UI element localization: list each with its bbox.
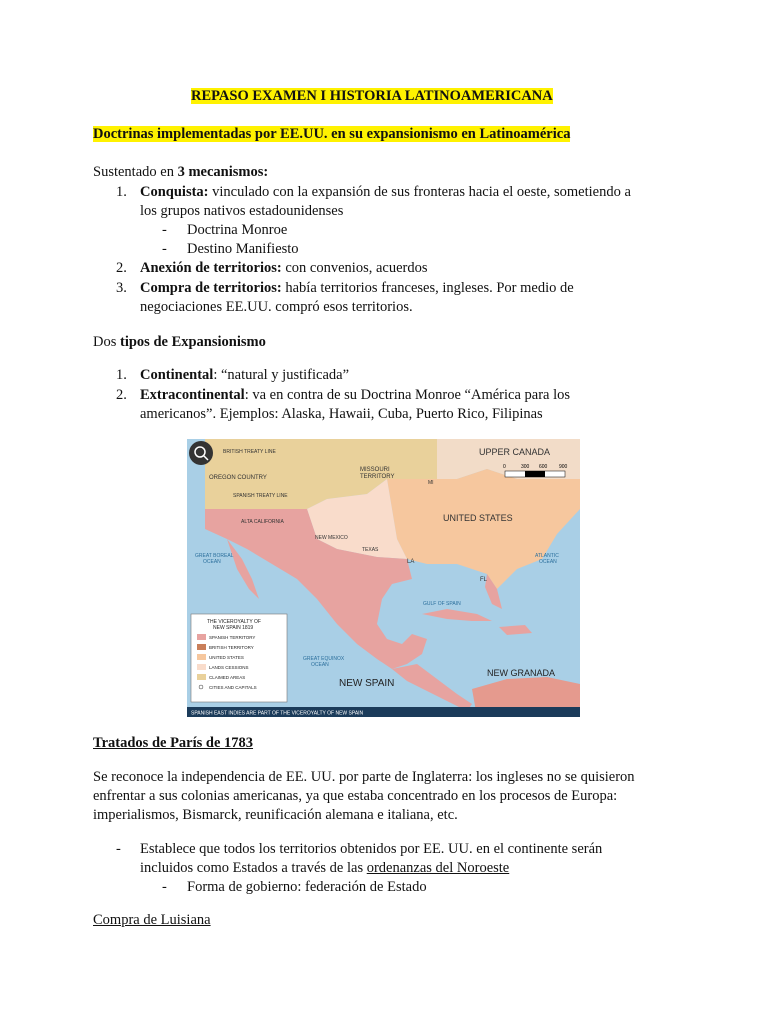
sub-item-monroe: Doctrina Monroe xyxy=(187,222,288,238)
map-label-united-states: UNITED STATES xyxy=(443,513,513,523)
sub-bullet-dash: - xyxy=(162,241,167,257)
sub-bullet-dash: - xyxy=(162,879,167,895)
map-label-pacific-south: GREAT EQUINOX xyxy=(303,656,345,662)
map-label-british-treaty: BRITISH TREATY LINE xyxy=(223,449,276,455)
tipos-heading: Dos tipos de Expansionismo xyxy=(93,334,266,350)
map-label-gulf: GULF OF SPAIN xyxy=(423,601,461,607)
legend-label: UNITED STATES xyxy=(209,655,244,660)
tratados-paragraph-line: Se reconoce la independencia de EE. UU. por parte de Inglaterra: los ingleses no se quisieron xyxy=(93,769,635,785)
bullet-item-line: Establece que todos los territorios obtenidos por EE. UU. en el continente serán xyxy=(140,841,603,857)
map-label-mi: MI xyxy=(428,480,434,486)
tratados-heading: Tratados de París de 1783 xyxy=(93,735,254,751)
map-label-texas: TEXAS xyxy=(362,547,379,553)
map-footer-text: SPANISH EAST INDIES ARE PART OF THE VICEROYALTY OF NEW SPAIN xyxy=(191,710,364,717)
tratados-paragraph-line: enfrentar a sus colonias americanas, ya que estaba concentrado en los procesos de Europa: xyxy=(93,788,618,804)
map-label-pacific-south: OCEAN xyxy=(311,662,329,668)
list-item-compra-cont: negociaciones EE.UU. compró esos territorios. xyxy=(140,299,413,315)
legend-swatch xyxy=(197,644,206,650)
map-label-pacific: GREAT BOREAL xyxy=(195,553,234,559)
sustentado-line: Sustentado en 3 mecanismos: xyxy=(93,164,269,180)
list-number: 1. xyxy=(116,367,127,383)
map-legend xyxy=(191,614,287,702)
viceroyalty-map xyxy=(187,439,580,717)
map-label-la: LA xyxy=(407,559,415,565)
magnifier-icon[interactable] xyxy=(189,441,213,465)
legend-label: CLAIMED AREAS xyxy=(209,675,246,680)
map-label-atlantic: OCEAN xyxy=(539,559,557,565)
map-label-fl: FL xyxy=(480,577,488,583)
list-item-extracontinental: Extracontinental: va en contra de su Doctrina Monroe “América para los xyxy=(140,387,571,403)
compra-luisiana-heading: Compra de Luisiana xyxy=(93,912,211,928)
scale-bar xyxy=(505,471,565,477)
legend-label: BRITISH TERRITORY xyxy=(209,645,254,650)
sub-bullet-dash: - xyxy=(162,222,167,238)
ordenanzas-link: ordenanzas del Noroeste xyxy=(366,860,510,876)
legend-swatch xyxy=(197,654,206,660)
legend-swatch xyxy=(197,674,206,680)
legend-label: LANDS CESSIONS xyxy=(209,665,249,670)
sub-item-destino: Destino Manifiesto xyxy=(187,241,299,257)
list-number: 2. xyxy=(116,260,127,276)
scale-tick-label: 900 xyxy=(559,464,568,470)
legend-title: THE VICEROYALTY OF xyxy=(207,619,261,625)
map-label-new-granada: NEW GRANADA xyxy=(487,668,556,678)
legend-label: SPANISH TERRITORY xyxy=(209,635,256,640)
legend-label: CITIES AND CAPITALS xyxy=(209,685,257,690)
list-number: 3. xyxy=(116,280,127,296)
map-label-oregon: OREGON COUNTRY xyxy=(209,475,267,481)
scale-tick-label: 0 xyxy=(503,464,506,470)
legend-title: NEW SPAIN 1819 xyxy=(213,625,254,631)
list-number: 1. xyxy=(116,184,127,200)
list-item-compra: Compra de territorios: había territorios franceses, ingleses. Por medio de xyxy=(140,280,574,296)
tratados-paragraph-line: imperialismos, Bismarck, reunificación alemana e italiana, etc. xyxy=(93,807,458,823)
list-item-conquista-cont: los grupos nativos estadounidenses xyxy=(140,203,344,219)
map-label-upper-canada: UPPER CANADA xyxy=(479,447,551,457)
list-item-extracontinental-cont: americanos”. Ejemplos: Alaska, Hawaii, Cuba, Puerto Rico, Filipinas xyxy=(140,406,543,422)
legend-swatch xyxy=(197,634,206,640)
map-label-pacific: OCEAN xyxy=(203,559,221,565)
scale-tick-label: 600 xyxy=(539,464,548,470)
map-label-new-spain: NEW SPAIN xyxy=(339,678,395,689)
legend-swatch xyxy=(197,664,206,670)
list-item-continental: Continental: “natural y justificada” xyxy=(140,367,350,383)
map-label-atlantic: ATLANTIC xyxy=(535,553,559,559)
list-number: 2. xyxy=(116,387,127,403)
list-item-anexion: Anexión de territorios: con convenios, acuerdos xyxy=(140,260,428,276)
map-label-missouri: MISSOURI xyxy=(360,467,390,473)
bullet-item-line: incluidos como Estados a través de las ordenanzas del Noroeste xyxy=(140,860,510,876)
page-title: REPASO EXAMEN I HISTORIA LATINOAMERICANA xyxy=(191,88,553,104)
bullet-dash: - xyxy=(116,841,121,857)
list-item-conquista: Conquista: vinculado con la expansión de sus fronteras hacia el oeste, sometiendo a xyxy=(140,184,631,200)
map-label-new-mexico: NEW MEXICO xyxy=(315,535,348,541)
map-label-spanish-treaty: SPANISH TREATY LINE xyxy=(233,493,288,499)
sub-bullet-item: Forma de gobierno: federación de Estado xyxy=(187,879,427,895)
doctrines-heading: Doctrinas implementadas por EE.UU. en su expansionismo en Latinoamérica xyxy=(93,126,571,142)
map-label-alta-california: ALTA CALIFORNIA xyxy=(241,519,284,525)
scale-tick-label: 300 xyxy=(521,464,530,470)
map-label-missouri: TERRITORY xyxy=(360,474,395,480)
legend-city-marker xyxy=(199,685,203,689)
